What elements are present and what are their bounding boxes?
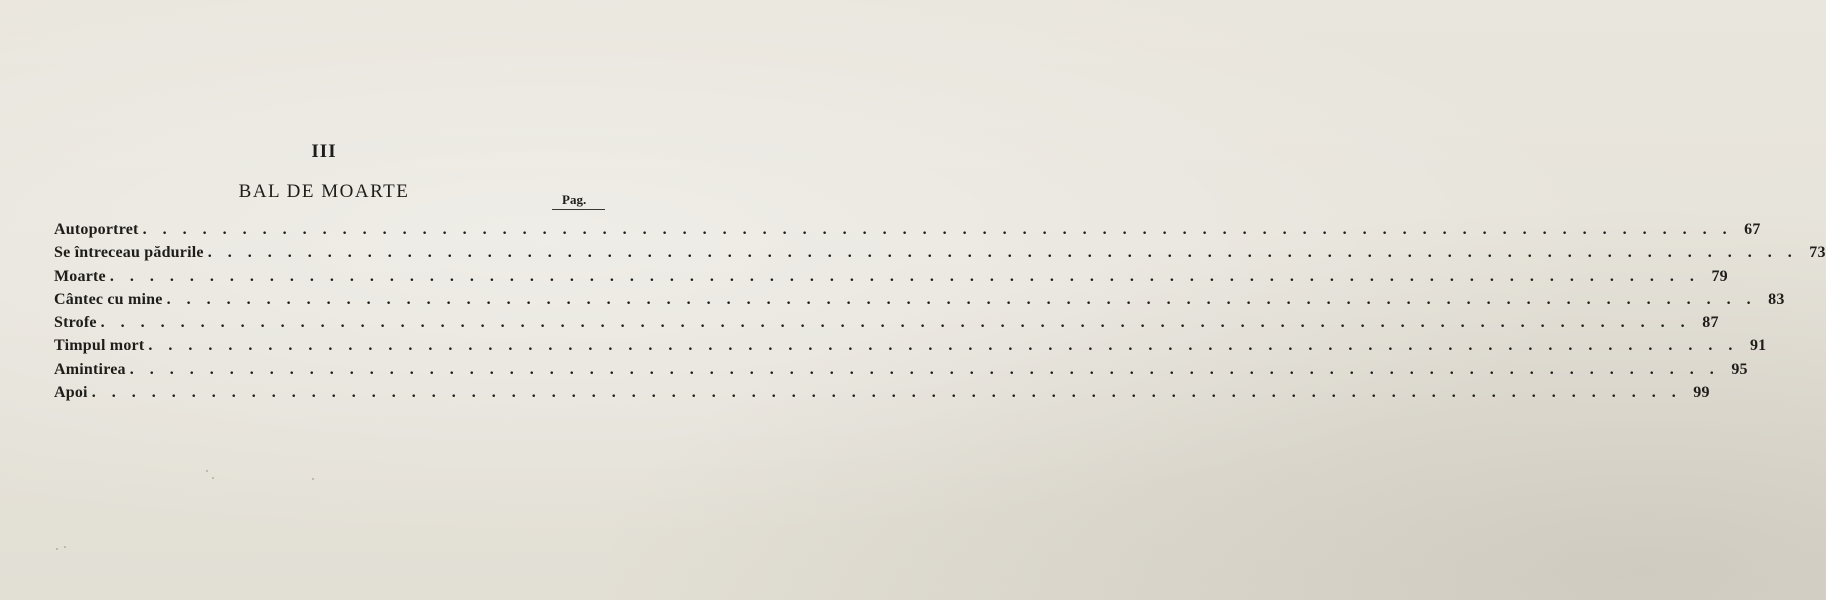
table-of-contents [54,221,1826,407]
paper-speck [64,546,66,548]
dot-leader: . . . . . . . . . . . . . . . . . . . . . . . . . . . . . . . . . . . . . . . . . . . . . . . . . . . . . . . . . . . . . . . . . . . . . . . . . . . . . . . . [91,384,1682,402]
toc-entry [54,290,1785,314]
toc-entry-page: 95 [1731,360,1748,378]
page-column-rule [552,209,605,210]
section-title: BAL DE MOARTE [238,181,410,202]
toc-entry-title: Autoportret [54,221,139,238]
paper-speck [206,470,208,472]
toc-entry [54,360,1748,384]
toc-entry-page: 83 [1768,290,1785,308]
toc-entry-page: 73 [1809,244,1826,262]
toc-entry-page: 99 [1693,384,1710,402]
toc-entry-title: Apoi [54,384,88,402]
toc-entry-title: Moarte [54,267,106,285]
dot-leader: . . . . . . . . . . . . . . . . . . . . . . . . . . . . . . . . . . . . . . . . . . . . . . . . . . . . . . . . . . . . . . . . . . . . . . . . . . . . . . . . [148,337,1739,355]
toc-entry [54,337,1767,360]
toc-entry-page: 67 [1744,221,1761,238]
dot-leader: . . . . . . . . . . . . . . . . . . . . . . . . . . . . . . . . . . . . . . . . . . . . . . . . . . . . . . . . . . . . . . . . . . . . . . . . . . . . . . . . [100,314,1691,332]
page-column-label: Pag. [562,192,587,207]
paper-speck [312,478,314,480]
toc-entry-page: 91 [1749,337,1767,355]
toc-entry-page: 87 [1702,314,1719,332]
dot-leader: . . . . . . . . . . . . . . . . . . . . . . . . . . . . . . . . . . . . . . . . . . . . . . . . . . . . . . . . . . . . . . . . . . . . . . . . . . . . . . . . [142,221,1733,238]
toc-entry [54,267,1728,291]
paper-speck [212,477,214,479]
toc-entry [54,314,1719,337]
dot-leader: . . . . . . . . . . . . . . . . . . . . . . . . . . . . . . . . . . . . . . . . . . . . . . . . . . . . . . . . . . . . . . . . . . . . . . . . . . . . . . . . [129,360,1720,378]
toc-entry [54,244,1826,267]
toc-entry-page: 79 [1711,267,1728,285]
toc-entry [54,221,1761,244]
toc-entry-title: Cântec cu mine [54,290,163,308]
toc-entry [54,384,1710,407]
dot-leader: . . . . . . . . . . . . . . . . . . . . . . . . . . . . . . . . . . . . . . . . . . . . . . . . . . . . . . . . . . . . . . . . . . . . . . . . . . . . . . . . [166,290,1757,308]
dot-leader: . . . . . . . . . . . . . . . . . . . . . . . . . . . . . . . . . . . . . . . . . . . . . . . . . . . . . . . . . . . . . . . . . . . . . . . . . . . . . . . . [207,244,1798,262]
dot-leader: . . . . . . . . . . . . . . . . . . . . . . . . . . . . . . . . . . . . . . . . . . . . . . . . . . . . . . . . . . . . . . . . . . . . . . . . . . . . . . . . [109,267,1700,285]
toc-entry-title: Se întreceau pădurile [54,244,204,262]
toc-entry-title: Timpul mort [54,337,145,355]
toc-entry-title: Amintirea [54,360,126,378]
toc-entry-title: Strofe [54,314,97,332]
section-number: III [311,141,337,162]
paper-speck [56,548,58,550]
